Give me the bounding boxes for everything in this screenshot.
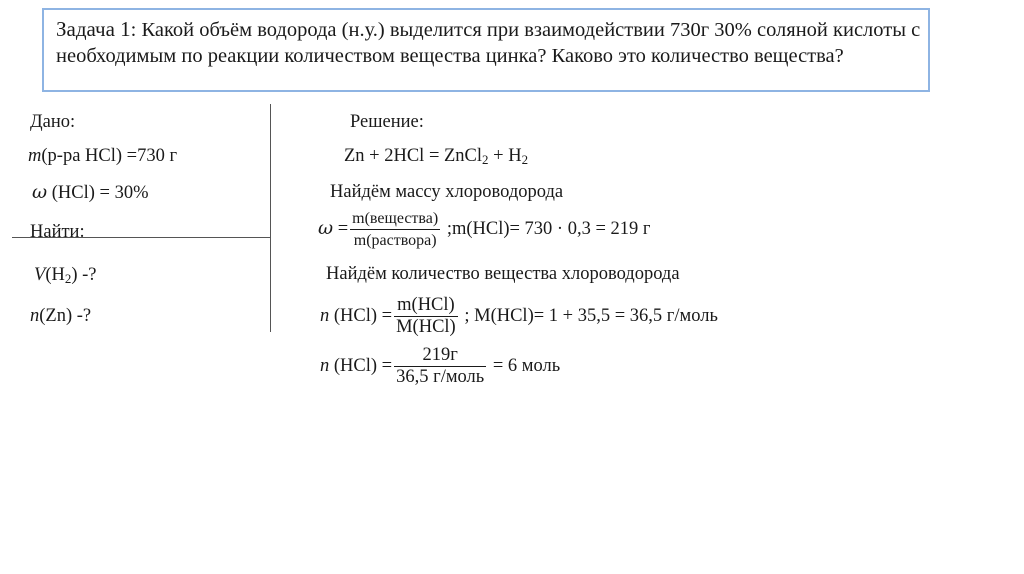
n-hcl-1: (HCl) = [329, 305, 393, 326]
calc1-text: ;m(HCl)= 730 · 0,3 = 219 г [442, 218, 651, 239]
n-label-2: n [320, 355, 330, 376]
given-heading: Дано: [30, 112, 76, 132]
fraction3-numerator: 219г [394, 346, 486, 367]
find-v-close: ) -? [71, 265, 97, 285]
reaction-sub1: 2 [482, 152, 489, 168]
step2-text: Найдём количество вещества хлороводорода [326, 264, 680, 284]
find-heading: Найти: [30, 222, 85, 242]
omega-formula [318, 209, 651, 250]
find-v-sub: 2 [64, 271, 72, 287]
reaction-mid: + H [488, 146, 522, 166]
given-omega-rest: (HCl) = 30% [47, 183, 149, 203]
reaction-left: Zn + 2HCl = ZnCl [344, 146, 483, 166]
calc2-text: ; M(HCl)= 1 + 35,5 = 36,5 г/моль [459, 305, 718, 326]
given-mass-var: m [28, 146, 42, 166]
task-text [56, 16, 922, 69]
given-omega [32, 182, 148, 204]
n-hcl-2: (HCl) = [329, 355, 393, 376]
fraction3-denominator: 36,5 г/моль [396, 367, 485, 387]
fraction2-denominator: M(HCl) [396, 317, 456, 337]
solution-heading: Решение: [350, 112, 424, 132]
fraction2-numerator: m(HCl) [394, 296, 458, 317]
n-label-1: n [320, 305, 330, 326]
given-mass-rest: (р-ра HCl) =730 г [41, 146, 178, 166]
fraction1-denominator: m(раствора) [353, 232, 437, 249]
fraction-mass-ratio [350, 209, 440, 250]
task-colon: : [130, 19, 137, 41]
given-mass [28, 146, 177, 167]
fraction-result [394, 346, 486, 387]
task-box [42, 8, 930, 92]
omega-symbol: ω [318, 217, 334, 239]
find-v-open: (H [45, 265, 65, 285]
amount-formula [320, 296, 718, 337]
task-statement: Какой объём водорода (н.у.) выделится при взаимодействии 730г 30% соляной кислоты с необходимым по реакции количеством вещества цинка? Каково это количество вещества? [56, 19, 921, 67]
reaction-sub2: 2 [521, 152, 529, 168]
amount-result [320, 346, 560, 387]
given-omega-var: ω [32, 182, 48, 203]
step1-text: Найдём массу хлороводорода [330, 182, 564, 202]
find-n-rest: (Zn) -? [39, 306, 92, 326]
reaction-equation [344, 146, 528, 168]
find-volume [34, 265, 96, 287]
task-label: Задача 1 [56, 17, 131, 41]
find-amount [30, 306, 91, 327]
find-v-var: V [34, 265, 46, 285]
result-text: = 6 моль [488, 355, 561, 376]
vertical-divider [270, 104, 271, 332]
omega-eq: = [333, 218, 349, 239]
fraction-mass-molar [394, 296, 458, 337]
find-n-var: n [30, 306, 40, 326]
fraction1-numerator: m(вещества) [350, 209, 440, 230]
